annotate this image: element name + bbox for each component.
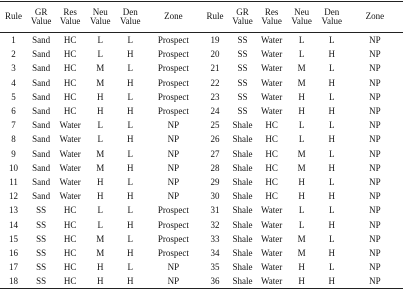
table-cell-den: L — [127, 205, 134, 216]
table-cell-zone2: NP — [369, 120, 381, 131]
header-gr-value: GR Value — [27, 2, 55, 33]
table-cell-den: L — [127, 63, 134, 74]
table-cell-res2: Water — [257, 274, 287, 289]
table-cell-rule2: 25 — [210, 120, 220, 131]
table-cell-res: Water — [59, 120, 81, 131]
table-cell-gr: SS — [36, 233, 47, 244]
table-cell-gr2: SS — [237, 106, 248, 117]
table-cell-den: H — [127, 191, 134, 202]
table-cell-neu2: L — [298, 134, 305, 145]
header-zone: Zone — [145, 2, 201, 33]
table-cell-gr: Sand — [32, 191, 51, 202]
table-cell-zone2: NP — [369, 77, 381, 88]
table-cell-gr: Sand — [32, 176, 51, 187]
table-row — [0, 246, 403, 260]
table-row — [0, 104, 403, 118]
table-cell-neu: H — [96, 262, 104, 273]
header-neu-value: Neu Value — [85, 2, 115, 33]
table-cell-neu: H — [96, 191, 104, 202]
table-cell-res: HC — [63, 91, 77, 102]
table-cell-rule2: 32 — [210, 219, 220, 230]
table-cell-rule: 14 — [9, 219, 19, 230]
header-den-value-2: Den Value — [317, 2, 347, 33]
table-cell-rule: 1 — [11, 35, 16, 46]
table-cell-gr: Sand — [32, 35, 51, 46]
table-cell-gr2: SS — [237, 77, 248, 88]
table-cell-res: Water — [59, 148, 81, 159]
table-cell-rule: 18 — [0, 274, 27, 289]
table-cell-neu: M — [96, 77, 105, 88]
table-cell-res2: Water — [260, 63, 283, 74]
table-cell-neu: L — [97, 205, 103, 216]
table-cell-zone2: NP — [369, 219, 381, 230]
header-row — [0, 2, 403, 33]
table-cell-rule2: 29 — [210, 176, 220, 187]
table-cell-zone2: NP — [369, 205, 381, 216]
table-cell-res2: Water — [260, 233, 283, 244]
table-cell-zone: NP — [167, 134, 180, 145]
table-cell-rule2: 20 — [210, 49, 220, 60]
table-cell-neu: L — [97, 35, 103, 46]
table-cell-neu2: H — [298, 176, 305, 187]
table-cell-neu: H — [96, 176, 104, 187]
header-res-value: Res Value — [55, 2, 85, 33]
table-cell-rule: 5 — [11, 91, 16, 102]
table-cell-res: HC — [55, 274, 85, 289]
table-cell-rule2: 33 — [210, 233, 220, 244]
table-cell-zone2: NP — [369, 247, 381, 258]
table-cell-den: H — [127, 77, 134, 88]
table-cell-gr2: SS — [237, 91, 248, 102]
table-cell-den: L — [127, 91, 134, 102]
table-cell-neu2: M — [297, 63, 306, 74]
table-cell-zone2: NP — [369, 106, 381, 117]
table-row — [0, 203, 403, 217]
table-cell-gr: SS — [36, 219, 47, 230]
header-rule: Rule — [0, 2, 27, 33]
table-cell-res2: Water — [260, 219, 283, 230]
table-row — [0, 33, 403, 48]
table-cell-rule: 11 — [9, 176, 18, 187]
table-cell-rule2: 27 — [210, 148, 220, 159]
table-cell-rule: 3 — [11, 63, 16, 74]
table-cell-res2: HC — [265, 191, 278, 202]
table-cell-neu: L — [97, 134, 103, 145]
table-cell-res2: Water — [260, 205, 283, 216]
table-cell-zone2: NP — [369, 63, 381, 74]
table-cell-den: H — [127, 49, 134, 60]
table-row — [0, 90, 403, 104]
table-cell-gr2: Shale — [229, 274, 257, 289]
table-cell-zone: NP — [167, 162, 180, 173]
table-cell-neu2: M — [297, 247, 306, 258]
table-cell-res2: Water — [260, 106, 283, 117]
table-cell-res2: Water — [260, 91, 283, 102]
table-cell-rule: 2 — [11, 49, 16, 60]
table-cell-neu2: H — [287, 274, 317, 289]
table-cell-den2: H — [328, 134, 335, 145]
table-row — [0, 274, 403, 289]
table-cell-res2: Water — [260, 35, 283, 46]
table-cell-neu2: M — [297, 233, 306, 244]
table-cell-zone: Prospect — [157, 219, 189, 230]
table-cell-rule: 8 — [11, 134, 16, 145]
table-cell-gr: Sand — [32, 120, 51, 131]
table-cell-neu: H — [96, 91, 104, 102]
table-cell-res2: HC — [265, 148, 278, 159]
table-cell-neu2: H — [298, 262, 305, 273]
table-cell-gr2: Shale — [232, 191, 253, 202]
table-cell-den: L — [127, 148, 134, 159]
table-cell-den2: H — [328, 49, 335, 60]
table-cell-rule: 7 — [11, 120, 16, 131]
table-cell-zone2: NP — [369, 262, 381, 273]
table-cell-gr: Sand — [32, 162, 51, 173]
header-gr-value-2: GR Value — [229, 2, 257, 33]
table-cell-rule2: 31 — [210, 205, 220, 216]
table-cell-zone: Prospect — [157, 233, 189, 244]
table-cell-rule2: 19 — [210, 35, 220, 46]
table-cell-rule2: 28 — [210, 162, 220, 173]
table-cell-zone: Prospect — [157, 106, 189, 117]
table-cell-gr: SS — [36, 262, 47, 273]
table-cell-neu2: M — [297, 77, 306, 88]
table-cell-gr2: Shale — [232, 262, 253, 273]
table-cell-rule: 9 — [11, 148, 16, 159]
table-cell-res2: HC — [265, 134, 278, 145]
table-cell-res: HC — [63, 205, 77, 216]
table-cell-neu: M — [96, 63, 105, 74]
table-cell-res: HC — [63, 219, 77, 230]
table-cell-res: HC — [63, 106, 77, 117]
table-cell-zone2: NP — [369, 35, 381, 46]
table-cell-rule2: 21 — [210, 63, 220, 74]
table-row — [0, 260, 403, 274]
table-cell-res: HC — [63, 247, 77, 258]
table-body — [0, 33, 403, 289]
header-rule-2: Rule — [201, 2, 228, 33]
table-row — [0, 118, 403, 132]
table-cell-zone2: NP — [369, 176, 381, 187]
table-cell-gr2: Shale — [232, 148, 253, 159]
table-cell-gr: Sand — [32, 134, 51, 145]
table-cell-den: L — [127, 176, 134, 187]
table-cell-rule: 4 — [11, 77, 16, 88]
table-row — [0, 147, 403, 161]
table-cell-gr: Sand — [32, 77, 51, 88]
table-cell-den2: H — [317, 274, 347, 289]
table-cell-zone2: NP — [369, 49, 381, 60]
table-cell-den2: H — [328, 77, 335, 88]
table-cell-neu: H — [96, 106, 104, 117]
table-row — [0, 175, 403, 189]
table-cell-gr2: Shale — [232, 247, 253, 258]
table-cell-den: L — [127, 233, 134, 244]
table-cell-res: Water — [59, 191, 81, 202]
table-cell-zone: Prospect — [157, 77, 189, 88]
rule-table — [0, 1, 403, 289]
table-row — [0, 61, 403, 75]
header-den-value: Den Value — [115, 2, 145, 33]
table-row — [0, 232, 403, 246]
table-cell-rule2: 30 — [210, 191, 220, 202]
table-cell-gr: Sand — [32, 91, 51, 102]
table-cell-gr: SS — [36, 247, 47, 258]
table-cell-gr2: Shale — [232, 120, 253, 131]
table-cell-res: HC — [63, 35, 77, 46]
table-cell-res: Water — [59, 134, 81, 145]
table-cell-neu2: L — [298, 219, 305, 230]
table-cell-zone2: NP — [369, 162, 381, 173]
header-res-value-2: Res Value — [257, 2, 287, 33]
table-cell-den2: H — [328, 247, 335, 258]
table-cell-den2: L — [328, 205, 335, 216]
table-cell-den: H — [115, 274, 145, 289]
table-cell-neu2: L — [298, 205, 305, 216]
table-cell-neu: M — [96, 162, 105, 173]
table-cell-den2: L — [328, 63, 335, 74]
table-cell-neu: L — [97, 49, 103, 60]
table-cell-res2: HC — [265, 162, 278, 173]
table-cell-den2: L — [328, 176, 335, 187]
table-cell-neu2: L — [298, 35, 305, 46]
table-cell-res: Water — [59, 176, 81, 187]
table-cell-den: H — [127, 106, 134, 117]
table-cell-rule2: 35 — [210, 262, 220, 273]
table-row — [0, 217, 403, 231]
table-cell-gr2: Shale — [232, 233, 253, 244]
table-cell-den2: H — [328, 162, 335, 173]
header-zone-2: Zone — [347, 2, 403, 33]
table-cell-neu: M — [96, 247, 105, 258]
table-cell-res2: HC — [265, 176, 278, 187]
table-cell-res2: Water — [260, 262, 283, 273]
table-cell-den: H — [127, 162, 134, 173]
table-cell-den: L — [127, 35, 134, 46]
table-cell-gr2: Shale — [232, 219, 253, 230]
table-cell-den2: L — [328, 120, 335, 131]
table-cell-res2: Water — [260, 49, 283, 60]
table-cell-neu2: H — [298, 106, 305, 117]
table-cell-den2: L — [328, 148, 335, 159]
table-cell-zone: NP — [167, 148, 180, 159]
table-cell-rule2: 36 — [201, 274, 228, 289]
table-cell-den: H — [127, 134, 134, 145]
table-row — [0, 132, 403, 146]
table-cell-gr: SS — [27, 274, 55, 289]
table-cell-den2: L — [328, 91, 335, 102]
table-cell-gr: Sand — [32, 148, 51, 159]
table-cell-zone: Prospect — [157, 49, 189, 60]
table-cell-zone2: NP — [369, 134, 381, 145]
table-cell-zone2: NP — [369, 148, 381, 159]
table-cell-neu: L — [97, 120, 103, 131]
table-cell-res2: HC — [265, 120, 278, 131]
table-cell-zone: NP — [167, 191, 180, 202]
table-cell-den2: L — [328, 35, 335, 46]
table-cell-rule: 15 — [9, 233, 19, 244]
table-cell-gr2: Shale — [232, 176, 253, 187]
table-cell-gr: SS — [36, 205, 47, 216]
table-cell-zone: Prospect — [157, 205, 189, 216]
table-row — [0, 161, 403, 175]
table-cell-neu2: M — [297, 148, 306, 159]
table-cell-rule2: 22 — [210, 77, 220, 88]
table-cell-neu2: L — [298, 49, 305, 60]
table-cell-den2: L — [328, 262, 335, 273]
table-cell-neu: M — [96, 148, 105, 159]
table-cell-rule: 6 — [11, 106, 16, 117]
table-cell-gr2: SS — [237, 35, 248, 46]
table-cell-gr: Sand — [32, 63, 51, 74]
table-cell-rule2: 24 — [210, 106, 220, 117]
table-cell-gr: Sand — [32, 106, 51, 117]
table-cell-rule: 10 — [9, 162, 19, 173]
table-cell-res: HC — [63, 77, 77, 88]
table-cell-neu2: M — [297, 162, 306, 173]
table-cell-neu: L — [97, 219, 103, 230]
table-cell-den: H — [127, 247, 134, 258]
table-cell-neu2: H — [298, 191, 305, 202]
table-cell-res2: Water — [260, 247, 283, 258]
table-cell-res: HC — [63, 49, 77, 60]
table-cell-zone: Prospect — [157, 35, 189, 46]
table-cell-rule2: 23 — [210, 91, 220, 102]
table-cell-gr2: Shale — [232, 162, 253, 173]
table-cell-zone2: NP — [369, 191, 381, 202]
table-cell-den2: H — [328, 106, 335, 117]
table-cell-gr: Sand — [32, 49, 51, 60]
table-cell-res: HC — [63, 262, 77, 273]
table-cell-gr2: SS — [237, 49, 248, 60]
table-cell-zone2: NP — [347, 274, 403, 289]
table-cell-rule: 12 — [9, 191, 19, 202]
table-cell-gr2: SS — [237, 63, 248, 74]
table-cell-rule2: 26 — [210, 134, 220, 145]
table-cell-den2: H — [328, 191, 335, 202]
table-cell-res: HC — [63, 233, 77, 244]
table-cell-den2: H — [328, 219, 335, 230]
table-cell-res: Water — [59, 162, 81, 173]
table-cell-neu: H — [85, 274, 115, 289]
table-cell-rule: 16 — [9, 247, 19, 258]
table-cell-den2: L — [328, 233, 335, 244]
table-cell-zone: NP — [167, 262, 180, 273]
table-cell-den: L — [127, 262, 134, 273]
table-cell-res2: Water — [260, 77, 283, 88]
table-cell-zone2: NP — [369, 91, 381, 102]
table-cell-rule: 13 — [9, 205, 19, 216]
table-cell-zone: NP — [167, 176, 180, 187]
table-row — [0, 47, 403, 61]
table-cell-neu: M — [96, 233, 105, 244]
table-cell-den: L — [127, 120, 134, 131]
table-cell-den: H — [127, 219, 134, 230]
table-cell-zone: Prospect — [157, 63, 189, 74]
table-cell-zone: NP — [145, 274, 201, 289]
table-cell-neu2: H — [298, 91, 305, 102]
table-cell-zone2: NP — [369, 233, 381, 244]
header-neu-value-2: Neu Value — [287, 2, 317, 33]
table-cell-zone: Prospect — [157, 247, 189, 258]
table-cell-zone: NP — [167, 120, 180, 131]
table-cell-rule2: 34 — [210, 247, 220, 258]
table-row — [0, 189, 403, 203]
table-cell-rule: 17 — [9, 262, 19, 273]
table-cell-res: HC — [63, 63, 77, 74]
table-cell-zone: Prospect — [157, 91, 189, 102]
table-row — [0, 76, 403, 90]
table-cell-neu2: L — [298, 120, 305, 131]
table-cell-gr2: Shale — [232, 205, 253, 216]
table-cell-gr2: Shale — [232, 134, 253, 145]
